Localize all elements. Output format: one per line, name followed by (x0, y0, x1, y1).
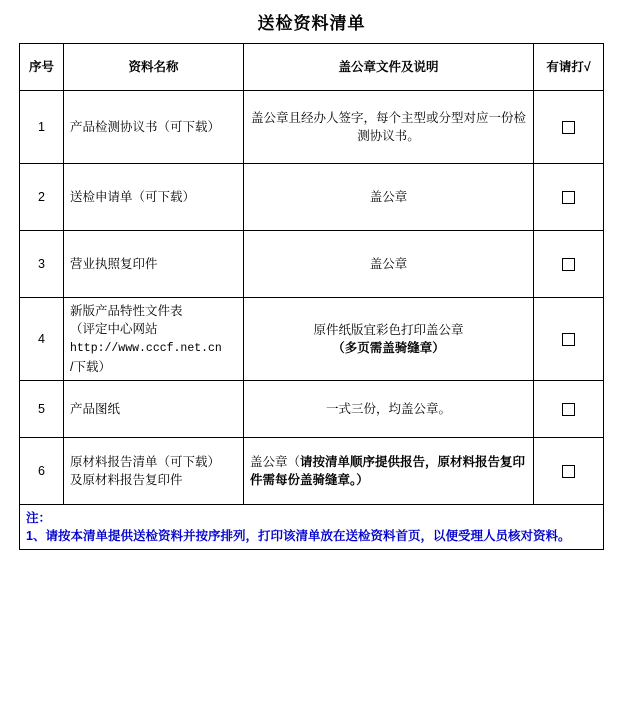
row-material-name (64, 438, 244, 505)
row-material-name: 送检申请单（可下载） (64, 164, 244, 231)
table-row (20, 381, 604, 438)
checkbox-icon[interactable] (562, 191, 575, 204)
row-material-name-line2: 及原材料报告复印件 (70, 473, 183, 488)
row-material-name-line1: 新版产品特性文件表 (70, 304, 183, 318)
row-checkbox-cell[interactable] (534, 164, 604, 231)
checkbox-icon[interactable] (562, 465, 575, 478)
row-description: 一式三份，均盖公章。 (244, 381, 534, 438)
row-checkbox-cell[interactable] (534, 438, 604, 505)
row-number: 4 (20, 298, 64, 381)
row-description: 盖公章 (244, 231, 534, 298)
row-material-name (64, 298, 244, 381)
row-description (244, 298, 534, 381)
row-number: 1 (20, 91, 64, 164)
row-description-emphasis: 请按清单顺序提供报告，原材料报告复印件需每份盖骑缝章。） (250, 454, 526, 488)
table-row (20, 91, 604, 164)
row-material-name-line1: 原材料报告清单（可下载） (70, 454, 221, 469)
checkbox-icon[interactable] (562, 403, 575, 416)
page-title: 送检资料清单 (257, 14, 366, 33)
checkbox-icon[interactable] (562, 258, 575, 271)
row-material-name: 产品检测协议书（可下载） (64, 91, 244, 164)
row-checkbox-cell[interactable] (534, 91, 604, 164)
column-header-check: 有请打√ (534, 44, 604, 91)
note-label: 注： (26, 511, 52, 526)
evaluation-center-website-link[interactable]: http://www.cccf.net.cn (70, 342, 222, 356)
table-note-row (20, 505, 604, 550)
row-material-name-line3: /下载） (70, 359, 111, 374)
row-checkbox-cell[interactable] (534, 231, 604, 298)
row-number: 6 (20, 438, 64, 505)
column-header-desc: 盖公章文件及说明 (244, 44, 534, 91)
checkbox-icon[interactable] (562, 121, 575, 134)
row-material-name: 营业执照复印件 (64, 231, 244, 298)
table-row (20, 438, 604, 505)
table-row (20, 164, 604, 231)
column-header-no: 序号 (20, 44, 64, 91)
submission-checklist-table (19, 43, 604, 550)
row-description: 盖公章且经办人签字，每个主型或分型对应一份检测协议书。 (244, 91, 534, 164)
row-checkbox-cell[interactable] (534, 298, 604, 381)
checkbox-icon[interactable] (562, 333, 575, 346)
row-checkbox-cell[interactable] (534, 381, 604, 438)
row-description: 盖公章 (244, 164, 534, 231)
row-description-line1: 原件纸版宜彩色打印盖公章 (313, 322, 464, 337)
table-body (20, 91, 604, 550)
table-row (20, 231, 604, 298)
row-number: 2 (20, 164, 64, 231)
row-description-prefix: 盖公章（ (250, 454, 301, 469)
table-header (20, 44, 604, 91)
table-row (20, 298, 604, 381)
note-cell (20, 505, 604, 550)
column-header-name: 资料名称 (64, 44, 244, 91)
row-number: 3 (20, 231, 64, 298)
row-number: 5 (20, 381, 64, 438)
row-material-name: 产品图纸 (64, 381, 244, 438)
table-header-row (20, 44, 604, 91)
row-description-line2: （多页需盖骑缝章） (332, 341, 445, 356)
row-description (244, 438, 534, 505)
row-material-name-line2: （评定中心网站 (70, 322, 158, 337)
note-line-1: 1、请按本清单提供送检资料并按序排列，打印该清单放在送检资料首页，以便受理人员核对资料。 (26, 529, 571, 544)
